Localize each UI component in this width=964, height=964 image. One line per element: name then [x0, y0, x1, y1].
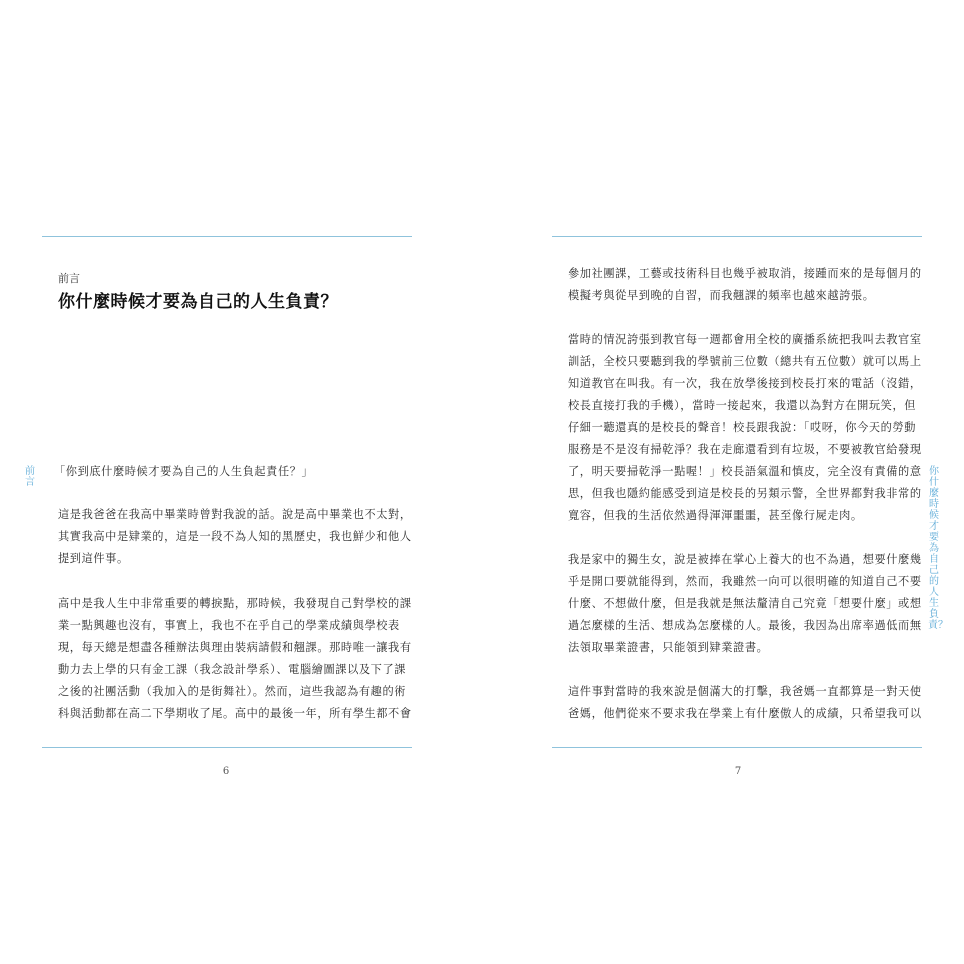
- paragraph-2: [58, 593, 412, 725]
- page-number: 7: [734, 766, 742, 777]
- text-line: 業一點興趣也沒有，事實上，我也不在乎自己的學業成績與學校表: [58, 619, 400, 632]
- page-number: 6: [222, 766, 230, 777]
- text-line: 法領取畢業證書，只能領到肄業證書。: [568, 641, 769, 654]
- text-line: 仔細一聽還真的是校長的聲音！校長跟我說：「哎呀，你今天的勞動: [568, 421, 917, 434]
- text-line: 之後的社團活動（我加入的是街舞社）。然而，這些我認為有趣的術: [58, 685, 407, 698]
- paragraph-1: [568, 263, 922, 307]
- text-line: 其實我高中是肄業的，這是一段不為人知的黑歷史，我也鮮少和他人: [58, 530, 412, 543]
- text-line: 校長直接打我的手機），當時一接起來，我還以為對方在開玩笑，但: [568, 399, 917, 412]
- text-line: 訓話，全校只要聽到我的學號前三位數（總共有五位數）就可以馬上: [568, 355, 922, 368]
- text-line: 乎是開口要就能得到，然而，我雖然一向可以很明確的知道自己不要: [568, 575, 922, 588]
- chapter-title: 你什麼時候才要為自己的人生負責？: [58, 292, 338, 312]
- text-line: 提到這件事。: [58, 552, 129, 565]
- top-rule: [42, 236, 412, 237]
- text-line: 思，但我也隱約能感受到這是校長的另類示警，全世界都對我非常的: [568, 487, 922, 500]
- opening-quote: 「你到底什麼時候才要為自己的人生負起責任？」: [54, 465, 314, 478]
- text-line: 現，每天總是想盡各種辦法與理由裝病請假和翹課。那時唯一讓我有: [58, 641, 412, 654]
- text-line: 寬容，但我的生活依然過得渾渾噩噩，甚至像行屍走肉。: [568, 509, 863, 522]
- paragraph-3: [568, 549, 922, 659]
- text-line: 這是我爸爸在我高中畢業時曾對我說的話。說是高中畢業也不太對，: [58, 508, 412, 521]
- text-line: 模擬考與從早到晚的自習，而我翹課的頻率也越來越誇張。: [568, 289, 875, 302]
- text-line: 了，明天要掃乾淨一點喔！」校長語氣溫和慎皮，完全沒有責備的意: [568, 465, 922, 478]
- text-line: 什麼、不想做什麼，但是我就是無法釐清自己究竟「想要什麼」或想: [568, 597, 922, 610]
- bottom-rule: [552, 747, 922, 748]
- text-line: 我是家中的獨生女，說是被捧在掌心上養大的也不為過，想要什麼幾: [568, 553, 922, 566]
- right-page: [482, 0, 964, 964]
- text-line: 過怎麼樣的生活、想成為怎麼樣的人。最後，我因為出席率過低而無: [568, 619, 922, 632]
- text-line: 參加社團課，工藝或技術科目也幾乎被取消，接踵而來的是每個月的: [568, 267, 922, 280]
- text-line: 高中是我人生中非常重要的轉捩點，那時候，我發現自己對學校的課: [58, 597, 412, 610]
- text-line: 當時的情況誇張到教官每一週都會用全校的廣播系統把我叫去教官室: [568, 333, 922, 346]
- paragraph-4: [568, 681, 922, 725]
- paragraph-2: [568, 329, 922, 527]
- side-tab: 你什麼時候才要為自己的人生負責？: [928, 466, 948, 631]
- side-tab: 前言: [25, 466, 35, 488]
- text-line: 動力去上學的只有金工課（我念設計學系）、電腦繪圖課以及下了課: [58, 663, 407, 676]
- text-line: 科與活動都在高二下學期收了尾。高中的最後一年，所有學生都不會: [58, 707, 412, 720]
- top-rule: [552, 236, 922, 237]
- bottom-rule: [42, 747, 412, 748]
- text-line: 爸媽，他們從來不要求我在學業上有什麼傲人的成績，只希望我可以: [568, 707, 922, 720]
- text-line: 服務是不是沒有掃乾淨？我在走廊還看到有垃圾，不要被教官給發現: [568, 443, 922, 456]
- text-line: 這件事對當時的我來說是個滿大的打擊，我爸媽一直都算是一對天使: [568, 685, 922, 698]
- text-line: 知道教官在叫我。有一次，我在放學後接到校長打來的電話（沒錯，: [568, 377, 922, 390]
- chapter-label: 前言: [58, 272, 80, 285]
- paragraph-1: [58, 504, 412, 570]
